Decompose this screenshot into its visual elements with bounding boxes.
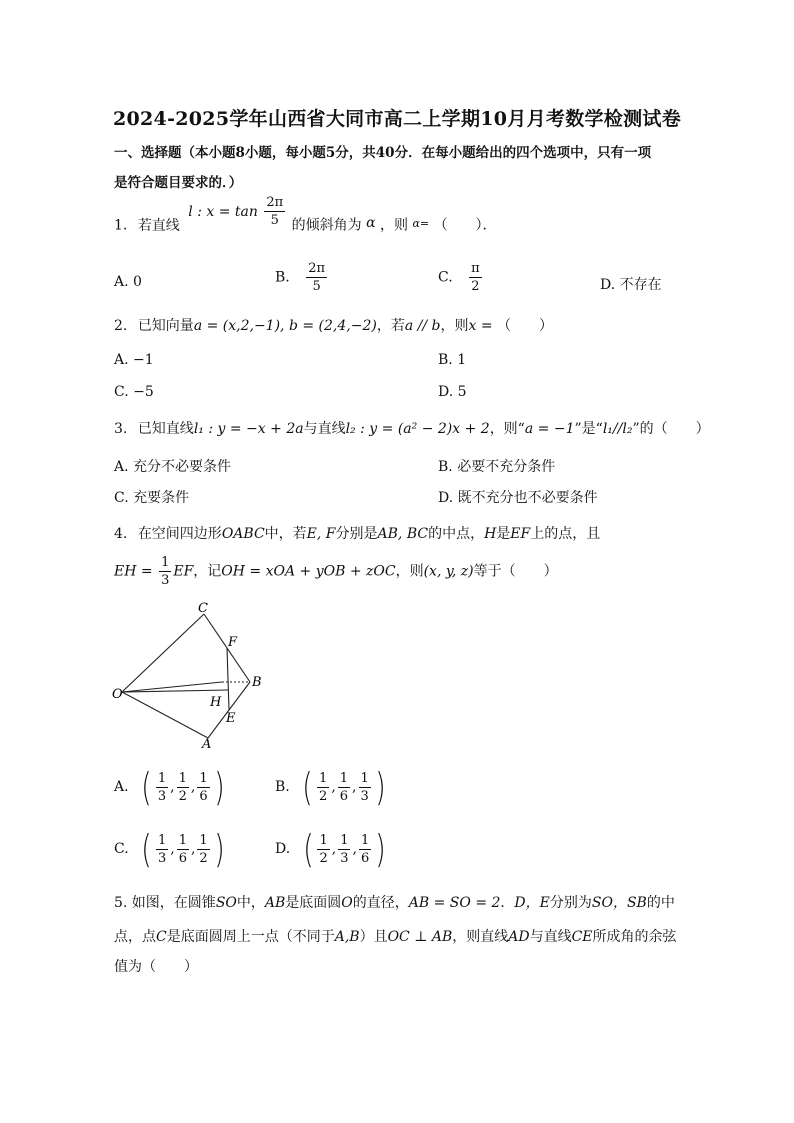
label-f: F [228, 635, 238, 650]
q5-c: C [156, 929, 167, 945]
q1-line-expr: l : x = tan [188, 203, 258, 220]
q4d-n2: 1 [340, 832, 349, 848]
q5-so: SO [215, 895, 237, 911]
q4-ef-vec: EF [173, 563, 194, 580]
q4-text-f: 上的点，且 [530, 526, 601, 542]
q4-option-a-label: A. [114, 779, 129, 795]
q5-perp: OC ⊥ AB [387, 929, 453, 945]
q4c-d3: 2 [199, 850, 208, 866]
label-a: A [202, 737, 212, 750]
q4-ef-seg: EF [510, 526, 531, 542]
q3-mid2: ”是“ [574, 421, 603, 437]
q5-text-i: 是底面圆周上一点（不同于 [166, 929, 335, 945]
label-b: B [252, 675, 262, 690]
q5-eq: AB = SO = 2 [408, 895, 501, 911]
q4-option-c[interactable]: C. ( $\frac{1}{3}$ , $\frac{1}{6}$ , $\frac{1}{2}$ ) [114, 827, 225, 871]
q1-frac-den: 5 [270, 213, 279, 228]
q4b-d3: 3 [360, 788, 369, 804]
q4-option-b[interactable]: B. ( $\frac{1}{2}$ , $\frac{1}{6}$ , $\frac{1}{3}$ ) [275, 765, 386, 809]
q5-text-b: 中， [236, 895, 265, 911]
question-5-line2 [114, 926, 677, 946]
q4-option-a[interactable]: A. ( $\frac{1}{3}$ , $\frac{1}{2}$ , $\frac{1}{6}$ ) [114, 765, 225, 809]
section-heading [114, 138, 684, 198]
q3-text: 已知直线 [137, 421, 194, 437]
q2-number: 2. [114, 318, 128, 334]
q1-option-c-label: C. [438, 269, 453, 286]
q2-condition: a // b [404, 318, 441, 334]
q4-abbc: AB, BC [377, 526, 429, 542]
q4-oh-expr: OH = xOA + yOB + zOC [221, 563, 396, 580]
tetrahedron-figure [110, 600, 280, 750]
q4b-d2: 6 [339, 788, 349, 804]
q3-option-a[interactable]: A. 充分不必要条件 [114, 459, 232, 475]
q4d-d1: 2 [319, 850, 328, 866]
q2-option-a[interactable]: A. −1 [114, 352, 154, 368]
q4d-n3: 1 [360, 832, 370, 848]
q4-text-h: ，则 [395, 563, 424, 580]
q1-post: ，则 [380, 217, 408, 234]
q2-mid: ，若 [376, 318, 405, 334]
q4d-d3: 6 [360, 850, 370, 866]
q4-number: 4. [114, 526, 128, 542]
q1-option-d[interactable]: D. 不存在 [600, 277, 662, 293]
q5-text-j: ）且 [359, 929, 388, 945]
q5-text-k: ，则直线 [452, 929, 509, 945]
q4-xyz: (x, y, z) [423, 563, 474, 580]
q3-post: ，则“ [489, 421, 525, 437]
q2-vectors: a = (x,2,−1), b = (2,4,−2) [193, 318, 377, 334]
q1-mid: 的倾斜角为 [291, 217, 362, 234]
q3-cond2: l₁//l₂ [602, 421, 633, 437]
label-c: C [198, 601, 208, 616]
q4-text-i: 等于（ ） [473, 563, 558, 580]
q2-var: x = [468, 318, 493, 334]
q4c-n1: 1 [157, 832, 167, 848]
q2-option-d[interactable]: D. 5 [438, 384, 467, 400]
q4c-n3: 1 [199, 832, 208, 848]
question-3 [114, 418, 710, 438]
q1-option-c[interactable] [438, 262, 484, 293]
q2-post: ，则 [440, 318, 469, 334]
q5-text-d: 的直径， [352, 895, 409, 911]
q5-text-f: 分别为 [549, 895, 592, 911]
q4c-d1: 3 [157, 850, 167, 866]
q1-option-b-num: 2π [308, 261, 326, 276]
q4b-d1: 2 [319, 788, 328, 804]
q1-option-b-label: B. [275, 269, 290, 286]
q5-text-c: 是底面圆 [285, 895, 342, 911]
question-2 [114, 315, 553, 335]
q4b-n3: 1 [360, 770, 369, 786]
q5-text-h: 点，点 [114, 929, 156, 945]
q4c-d2: 6 [178, 850, 187, 866]
q4a-n2: 1 [178, 770, 187, 786]
q2-tail: （ ） [497, 318, 554, 334]
q5-ad: AD [508, 929, 530, 945]
q5-text-l: 与直线 [529, 929, 572, 945]
q3-option-b[interactable]: B. 必要不充分条件 [438, 459, 556, 475]
q4-eh: EH = [114, 563, 153, 580]
label-e: E [226, 711, 236, 726]
label-h: H [210, 695, 222, 710]
q4-text-g: ，记 [193, 563, 222, 580]
q5-text-g: 的中 [646, 895, 675, 911]
q1-option-c-den: 2 [471, 279, 480, 294]
q3-mid: 与直线 [303, 421, 346, 437]
q4b-n1: 1 [319, 770, 328, 786]
q5-o: O [341, 895, 353, 911]
q4a-n1: 1 [157, 770, 167, 786]
q2-text: 已知向量 [137, 318, 194, 334]
question-4 [114, 523, 600, 543]
q5-text-m: 所成角的余弦 [592, 929, 677, 945]
q4-option-d-label: D. [275, 841, 291, 857]
section-heading-line2: 是符合题目要求的．） [114, 175, 243, 191]
q1-option-a[interactable]: A. 0 [114, 274, 142, 290]
q4-frac-den: 3 [161, 573, 170, 588]
q3-cond1: a = −1 [524, 421, 575, 437]
q1-tail: （ ）． [433, 217, 497, 234]
q3-tail: ”的（ ） [632, 421, 710, 437]
label-o: O [112, 687, 123, 702]
q4-option-b-label: B. [275, 779, 290, 795]
q1-option-b[interactable] [275, 262, 329, 293]
question-4-line2 [114, 556, 558, 587]
q4a-d2: 2 [178, 788, 187, 804]
q4a-d1: 3 [157, 788, 167, 804]
q4-text-a: 在空间四边形 [137, 526, 222, 542]
q1-frac-num: 2π [266, 195, 284, 210]
q5-de: D，E [514, 895, 550, 911]
q4d-d2: 3 [340, 850, 349, 866]
q5-text-e: ． [500, 895, 515, 911]
q4a-n3: 1 [199, 770, 208, 786]
q4c-n2: 1 [178, 832, 187, 848]
section-heading-line1: 一、选择题（本小题8小题，每小题5分，共40分．在每小题给出的四个选项中，只有一项 [114, 145, 652, 161]
q1-text: 若直线 [137, 217, 180, 234]
q5-ab: AB [264, 895, 286, 911]
q4-ef: E, F [306, 526, 336, 542]
q4-oabc: OABC [221, 526, 265, 542]
q1-option-c-num: π [471, 261, 480, 276]
q4-text-b: 中，若 [264, 526, 307, 542]
q4d-n1: 1 [319, 832, 328, 848]
page-title: 2024-2025学年山西省大同市高二上学期10月月考数学检测试卷 [113, 108, 681, 130]
q4-frac-num: 1 [161, 555, 170, 570]
q1-number: 1. [114, 217, 128, 234]
q3-line1-eq: l₁ : y = −x + 2a [193, 421, 304, 437]
q1-alpha-2: α [412, 216, 420, 230]
q1-alpha: α [366, 214, 376, 231]
q3-number: 3. [114, 421, 128, 437]
q4-text-e: 是 [496, 526, 511, 542]
q4-text-c: 分别是 [335, 526, 378, 542]
q2-option-c[interactable]: C. −5 [114, 384, 154, 400]
q4-text-d: 的中点， [428, 526, 485, 542]
q4b-n2: 1 [339, 770, 349, 786]
q3-option-c[interactable]: C. 充要条件 [114, 490, 190, 506]
question-1: 1. 若直线 l : x = tan $\frac{2\pi}{5}$ 的倾斜角为 α ，则 $^{\alpha=}$ （ ）． [114, 195, 497, 234]
question-5 [114, 892, 675, 912]
q1-option-b-den: 5 [312, 279, 321, 294]
q4-h: H [484, 526, 497, 542]
q4-option-c-label: C. [114, 841, 129, 857]
q5-ab2: A,B [334, 929, 360, 945]
q4a-d3: 6 [199, 788, 208, 804]
question-5-line3: 值为（ ） [114, 959, 198, 975]
q3-option-d[interactable]: D. 既不充分也不必要条件 [438, 490, 598, 506]
q4-option-d[interactable]: D. ( $\frac{1}{2}$ , $\frac{1}{3}$ , $\frac{1}{6}$ ) [275, 827, 386, 871]
q2-option-b[interactable]: B. 1 [438, 352, 467, 368]
q5-ce: CE [571, 929, 593, 945]
q3-line2-eq: l₂ : y = (a² − 2)x + 2 [345, 421, 490, 437]
q5-text-a: 5. 如图，在圆锥 [114, 895, 216, 911]
q5-so-sb: SO，SB [591, 895, 647, 911]
